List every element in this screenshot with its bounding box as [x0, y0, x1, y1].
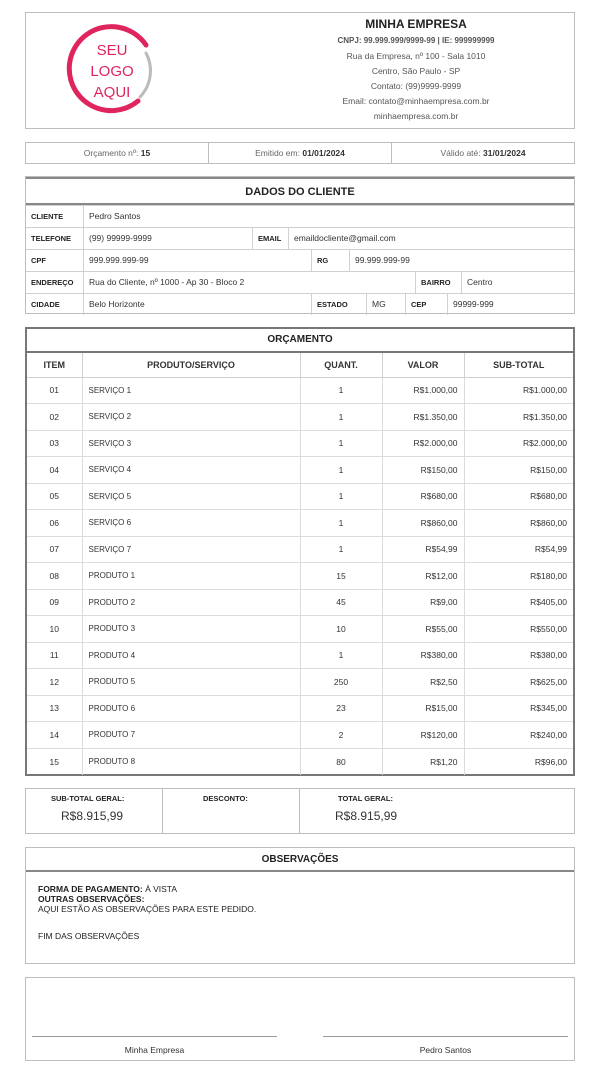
table-row: [27, 695, 573, 722]
company-site: minhaempresa.com.br: [373, 111, 459, 121]
estado-label: ESTADO: [311, 294, 366, 315]
table-row: [27, 722, 573, 749]
company-city: Centro, São Paulo - SP: [371, 66, 461, 76]
item-product: PRODUTO 4: [82, 642, 300, 669]
table-row: [27, 536, 573, 563]
discount-label: DESCONTO:: [203, 794, 248, 803]
company-logo: [66, 23, 158, 115]
item-number: 14: [27, 722, 82, 749]
email-value: emaildocliente@gmail.com: [288, 228, 574, 249]
observations-title: OBSERVAÇÕES: [26, 848, 574, 872]
item-product: PRODUTO 6: [82, 695, 300, 722]
table-header-row: [27, 353, 573, 377]
total-value: R$8.915,99: [335, 809, 398, 823]
cliente-label: CLIENTE: [31, 212, 64, 221]
item-number: 07: [27, 536, 82, 563]
budget-number-label: Orçamento nº:: [83, 148, 139, 158]
cliente-value: Pedro Santos: [83, 206, 574, 227]
observations-section: [25, 847, 575, 964]
item-value: R$9,00: [382, 589, 464, 616]
payment-line: [38, 884, 562, 894]
item-subtotal: R$860,00: [464, 510, 573, 537]
item-value: R$54,99: [382, 536, 464, 563]
item-subtotal: R$345,00: [464, 695, 573, 722]
issue-date-label: Emitido em:: [255, 148, 300, 158]
item-product: SERVIÇO 1: [82, 377, 300, 404]
item-subtotal: R$625,00: [464, 669, 573, 696]
table-row: [27, 377, 573, 404]
signature-line-client: [323, 1036, 568, 1037]
client-title: DADOS DO CLIENTE: [26, 177, 574, 205]
item-subtotal: R$680,00: [464, 483, 573, 510]
item-quantity: 15: [300, 563, 382, 590]
budget-items-section: [25, 327, 575, 776]
total-cell: [300, 789, 574, 833]
table-row: [27, 457, 573, 484]
item-quantity: 1: [300, 404, 382, 431]
item-subtotal: R$1.350,00: [464, 404, 573, 431]
cep-value: 99999-999: [447, 294, 574, 315]
budget-number-value: 15: [140, 148, 151, 158]
item-subtotal: R$380,00: [464, 642, 573, 669]
item-number: 05: [27, 483, 82, 510]
company-header: [25, 12, 575, 129]
item-quantity: 250: [300, 669, 382, 696]
col-header-subtotal: SUB-TOTAL: [464, 353, 573, 377]
item-product: SERVIÇO 4: [82, 457, 300, 484]
valid-date-label: Válido até:: [440, 148, 481, 158]
item-subtotal: R$180,00: [464, 563, 573, 590]
issue-date-value: 01/01/2024: [302, 148, 345, 158]
logo-text-3: AQUI: [93, 84, 131, 101]
table-row: [27, 483, 573, 510]
table-row: [27, 589, 573, 616]
discount-cell: [163, 789, 300, 833]
cidade-value: Belo Horizonte: [83, 294, 311, 315]
company-name: MINHA EMPRESA: [365, 17, 467, 31]
item-quantity: 1: [300, 483, 382, 510]
item-product: PRODUTO 2: [82, 589, 300, 616]
item-value: R$120,00: [382, 722, 464, 749]
company-ids: CNPJ: 99.999.999/9999-99 | IE: 999999999: [337, 36, 495, 45]
telefone-label: TELEFONE: [31, 234, 72, 243]
logo-text-2: LOGO: [90, 63, 134, 80]
client-row-name: [26, 205, 574, 227]
item-quantity: 45: [300, 589, 382, 616]
logo-text-1: SEU: [96, 42, 128, 59]
table-row: [27, 563, 573, 590]
item-product: PRODUTO 1: [82, 563, 300, 590]
item-number: 08: [27, 563, 82, 590]
table-row: [27, 510, 573, 537]
item-product: PRODUTO 5: [82, 669, 300, 696]
signature-line-company: [32, 1036, 277, 1037]
col-header-product: PRODUTO/SERVIÇO: [82, 353, 300, 377]
item-product: PRODUTO 7: [82, 722, 300, 749]
signature-section: [25, 977, 575, 1061]
item-product: SERVIÇO 5: [82, 483, 300, 510]
client-row-docs: [26, 249, 574, 271]
item-value: R$15,00: [382, 695, 464, 722]
item-subtotal: R$150,00: [464, 457, 573, 484]
total-label: TOTAL GERAL:: [338, 794, 393, 803]
item-product: PRODUTO 3: [82, 616, 300, 643]
budget-number: [26, 143, 209, 163]
table-row: [27, 430, 573, 457]
item-number: 15: [27, 748, 82, 775]
item-value: R$2.000,00: [382, 430, 464, 457]
item-number: 02: [27, 404, 82, 431]
col-header-item: ITEM: [27, 353, 82, 377]
table-row: [27, 616, 573, 643]
telefone-value: (99) 99999-9999: [83, 228, 252, 249]
observations-body: [26, 872, 574, 953]
item-number: 12: [27, 669, 82, 696]
cpf-value: 999.999.999-99: [83, 250, 311, 271]
item-value: R$12,00: [382, 563, 464, 590]
valid-date: [392, 143, 574, 163]
bairro-value: Centro: [461, 272, 574, 293]
item-value: R$1.350,00: [382, 404, 464, 431]
cpf-label: CPF: [31, 256, 46, 265]
other-observations-label: OUTRAS OBSERVAÇÕES:: [38, 894, 145, 904]
item-number: 04: [27, 457, 82, 484]
item-value: R$680,00: [382, 483, 464, 510]
item-product: SERVIÇO 3: [82, 430, 300, 457]
item-number: 10: [27, 616, 82, 643]
item-product: SERVIÇO 2: [82, 404, 300, 431]
item-value: R$380,00: [382, 642, 464, 669]
observation-line-1: AQUI ESTÃO AS OBSERVAÇÕES PARA ESTE PEDIDO.: [38, 904, 257, 914]
budget-info-bar: [25, 142, 575, 164]
item-subtotal: R$54,99: [464, 536, 573, 563]
client-row-city: [26, 293, 574, 315]
table-row: [27, 404, 573, 431]
table-row: [27, 642, 573, 669]
estado-value: MG: [366, 294, 405, 315]
observation-line-2: FIM DAS OBSERVAÇÕES: [38, 931, 140, 941]
table-row: [27, 748, 573, 775]
rg-value: 99.999.999-99: [349, 250, 574, 271]
subtotal-label: SUB-TOTAL GERAL:: [51, 794, 125, 803]
subtotal-value: R$8.915,99: [61, 809, 124, 823]
signature-name-company: Minha Empresa: [124, 1045, 185, 1055]
col-header-quantity: QUANT.: [300, 353, 382, 377]
item-number: 13: [27, 695, 82, 722]
item-value: R$1,20: [382, 748, 464, 775]
company-phone: Contato: (99)9999-9999: [370, 81, 462, 91]
item-subtotal: R$240,00: [464, 722, 573, 749]
table-row: [27, 669, 573, 696]
item-quantity: 23: [300, 695, 382, 722]
item-number: 06: [27, 510, 82, 537]
issue-date: [209, 143, 392, 163]
payment-value: À VISTA: [145, 884, 178, 894]
item-quantity: 1: [300, 536, 382, 563]
item-number: 03: [27, 430, 82, 457]
payment-label: FORMA DE PAGAMENTO:: [38, 884, 143, 894]
budget-title: ORÇAMENTO: [27, 329, 573, 353]
item-number: 11: [27, 642, 82, 669]
cidade-label: CIDADE: [31, 300, 60, 309]
item-value: R$55,00: [382, 616, 464, 643]
item-quantity: 10: [300, 616, 382, 643]
item-number: 01: [27, 377, 82, 404]
client-row-phone: [26, 227, 574, 249]
item-quantity: 80: [300, 748, 382, 775]
item-product: SERVIÇO 6: [82, 510, 300, 537]
col-header-value: VALOR: [382, 353, 464, 377]
client-section: [25, 176, 575, 314]
item-value: R$1.000,00: [382, 377, 464, 404]
signature-name-client: Pedro Santos: [419, 1045, 472, 1055]
item-quantity: 1: [300, 642, 382, 669]
item-value: R$150,00: [382, 457, 464, 484]
rg-label: RG: [311, 250, 349, 271]
item-quantity: 1: [300, 510, 382, 537]
budget-table: [27, 353, 573, 775]
valid-date-value: 31/01/2024: [483, 148, 526, 158]
item-quantity: 1: [300, 457, 382, 484]
bairro-label: BAIRRO: [415, 272, 461, 293]
totals-bar: [25, 788, 575, 834]
item-value: R$860,00: [382, 510, 464, 537]
item-number: 09: [27, 589, 82, 616]
item-subtotal: R$2.000,00: [464, 430, 573, 457]
item-subtotal: R$405,00: [464, 589, 573, 616]
company-details: [266, 17, 566, 124]
endereco-value: Rua do Cliente, nº 1000 - Ap 30 - Bloco 2: [83, 272, 415, 293]
endereco-label: ENDEREÇO: [31, 278, 74, 287]
item-product: SERVIÇO 7: [82, 536, 300, 563]
item-quantity: 2: [300, 722, 382, 749]
client-row-address: [26, 271, 574, 293]
item-product: PRODUTO 8: [82, 748, 300, 775]
cep-label: CEP: [405, 294, 447, 315]
item-quantity: 1: [300, 430, 382, 457]
email-label: EMAIL: [252, 228, 288, 249]
item-subtotal: R$1.000,00: [464, 377, 573, 404]
subtotal-cell: [26, 789, 163, 833]
company-address: Rua da Empresa, nº 100 - Sala 1010: [346, 51, 486, 61]
company-email: Email: contato@minhaempresa.com.br: [342, 96, 490, 106]
item-subtotal: R$96,00: [464, 748, 573, 775]
item-subtotal: R$550,00: [464, 616, 573, 643]
item-value: R$2,50: [382, 669, 464, 696]
item-quantity: 1: [300, 377, 382, 404]
